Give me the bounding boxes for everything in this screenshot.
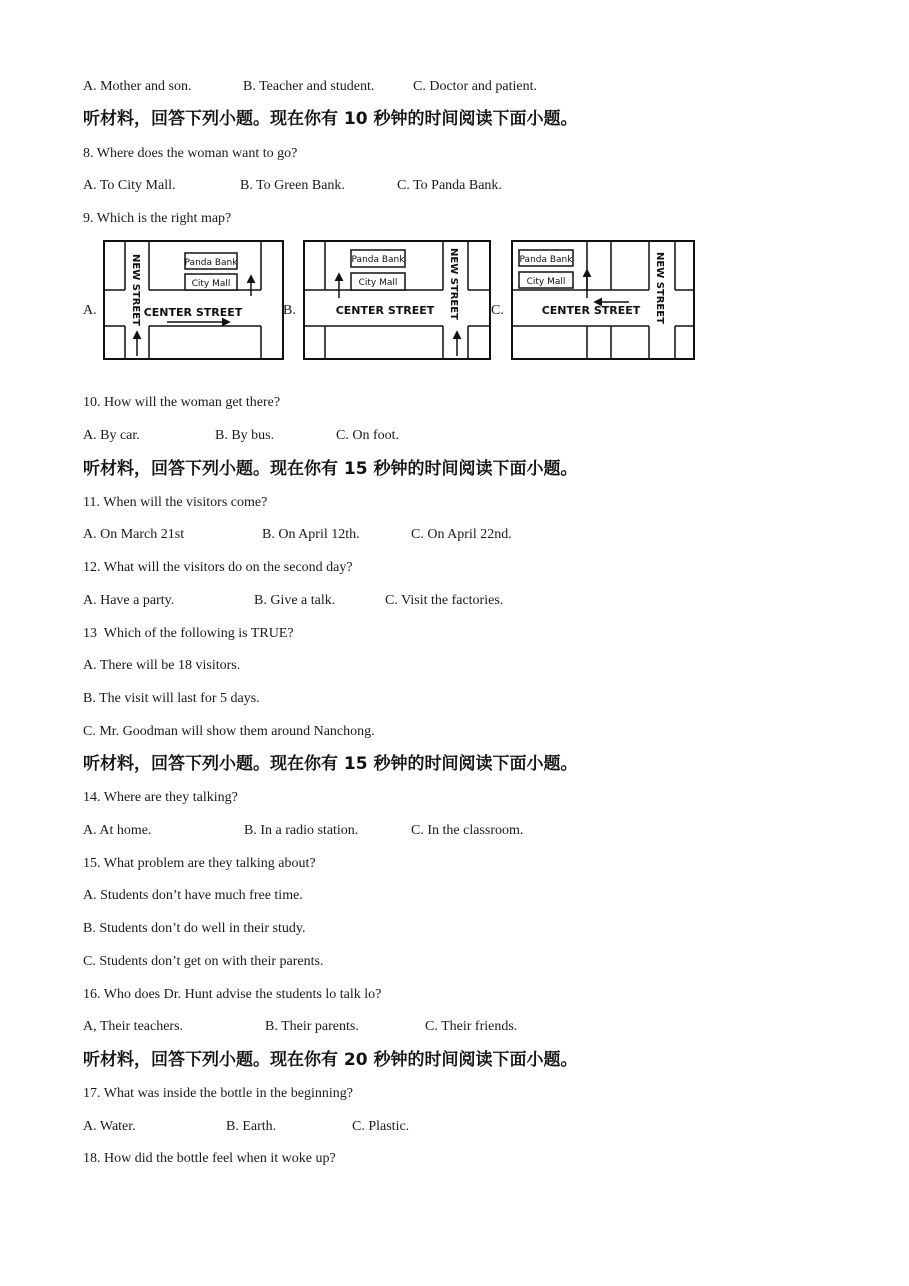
- map-b-new-street-label: NEW STREET: [448, 248, 459, 320]
- q13-option-c: C. Mr. Goodman will show them around Nanchong.: [83, 724, 375, 739]
- q7-option-b: B. Teacher and student.: [243, 79, 375, 94]
- q9-label-c: C.: [491, 303, 504, 318]
- q18-question: 18. How did the bottle feel when it woke up?: [83, 1151, 336, 1166]
- q12-option-c: C. Visit the factories.: [385, 593, 504, 608]
- q9-question: 9. Which is the right map?: [83, 211, 232, 226]
- q16-question: 16. Who does Dr. Hunt advise the students lo talk lo?: [83, 987, 382, 1002]
- map-a-city-mall-label: City Mall: [191, 279, 231, 289]
- q15-option-b: B. Students don’t do well in their study.: [83, 921, 306, 936]
- q8-option-b: B. To Green Bank.: [240, 178, 345, 193]
- q16-option-b: B. Their parents.: [265, 1019, 359, 1034]
- q11-option-a: A. On March 21st: [83, 527, 185, 542]
- q14-option-b: B. In a radio station.: [244, 823, 359, 838]
- q9-label-b: B.: [283, 303, 296, 318]
- q10-option-b: B. By bus.: [215, 428, 275, 443]
- q8-option-c: C. To Panda Bank.: [397, 178, 502, 193]
- q10-option-a: A. By car.: [83, 428, 140, 443]
- q16-option-c: C. Their friends.: [425, 1019, 518, 1034]
- map-c-panda-bank-label: Panda Bank: [519, 255, 573, 265]
- q15-option-c: C. Students don’t get on with their parents.: [83, 954, 324, 969]
- map-a-new-street-label: NEW STREET: [130, 254, 141, 326]
- q12-question: 12. What will the visitors do on the second day?: [83, 560, 353, 575]
- map-b: [303, 240, 491, 360]
- map-c-new-street-label: NEW STREET: [654, 252, 665, 324]
- q13-option-a: A. There will be 18 visitors.: [83, 658, 241, 673]
- map-b-panda-bank-label: Panda Bank: [351, 255, 405, 265]
- q17-option-c: C. Plastic.: [352, 1119, 410, 1134]
- q12-option-a: A. Have a party.: [83, 593, 175, 608]
- q12-option-b: B. Give a talk.: [254, 593, 336, 608]
- q16-option-a: A, Their teachers.: [83, 1019, 184, 1034]
- map-c-center-street-label: CENTER STREET: [541, 304, 641, 317]
- section-heading-2: 听材料，回答下列小题。现在你有 15 秒钟的时间阅读下面小题。: [83, 459, 578, 479]
- q8-option-a: A. To City Mall.: [83, 178, 176, 193]
- q13-option-b: B. The visit will last for 5 days.: [83, 691, 260, 706]
- q14-option-c: C. In the classroom.: [411, 823, 524, 838]
- q14-question: 14. Where are they talking?: [83, 790, 238, 805]
- map-c-city-mall-label: City Mall: [526, 277, 566, 287]
- q10-option-c: C. On foot.: [336, 428, 399, 443]
- map-b-city-mall-label: City Mall: [358, 278, 398, 288]
- q11-option-c: C. On April 22nd.: [411, 527, 512, 542]
- map-a-center-street-label: CENTER STREET: [143, 306, 243, 319]
- section-heading-3: 听材料，回答下列小题。现在你有 15 秒钟的时间阅读下面小题。: [83, 754, 578, 774]
- section-heading-4: 听材料，回答下列小题。现在你有 20 秒钟的时间阅读下面小题。: [83, 1050, 578, 1070]
- q7-option-a: A. Mother and son.: [83, 79, 192, 94]
- q17-option-a: A. Water.: [83, 1119, 136, 1134]
- q8-question: 8. Where does the woman want to go?: [83, 146, 298, 161]
- section-heading-1: 听材料，回答下列小题。现在你有 10 秒钟的时间阅读下面小题。: [83, 109, 578, 129]
- q11-option-b: B. On April 12th.: [262, 527, 360, 542]
- map-a: [103, 240, 284, 360]
- q10-question: 10. How will the woman get there?: [83, 395, 281, 410]
- map-a-panda-bank-label: Panda Bank: [184, 258, 238, 268]
- q15-question: 15. What problem are they talking about?: [83, 856, 316, 871]
- q13-question: 13 Which of the following is TRUE?: [83, 626, 294, 641]
- q17-question: 17. What was inside the bottle in the beginning?: [83, 1086, 353, 1101]
- q9-label-a: A.: [83, 303, 97, 318]
- map-c: [511, 240, 695, 360]
- q7-option-c: C. Doctor and patient.: [413, 79, 538, 94]
- q17-option-b: B. Earth.: [226, 1119, 277, 1134]
- q14-option-a: A. At home.: [83, 823, 152, 838]
- q11-question: 11. When will the visitors come?: [83, 495, 268, 510]
- map-b-center-street-label: CENTER STREET: [335, 304, 435, 317]
- q15-option-a: A. Students don’t have much free time.: [83, 888, 303, 903]
